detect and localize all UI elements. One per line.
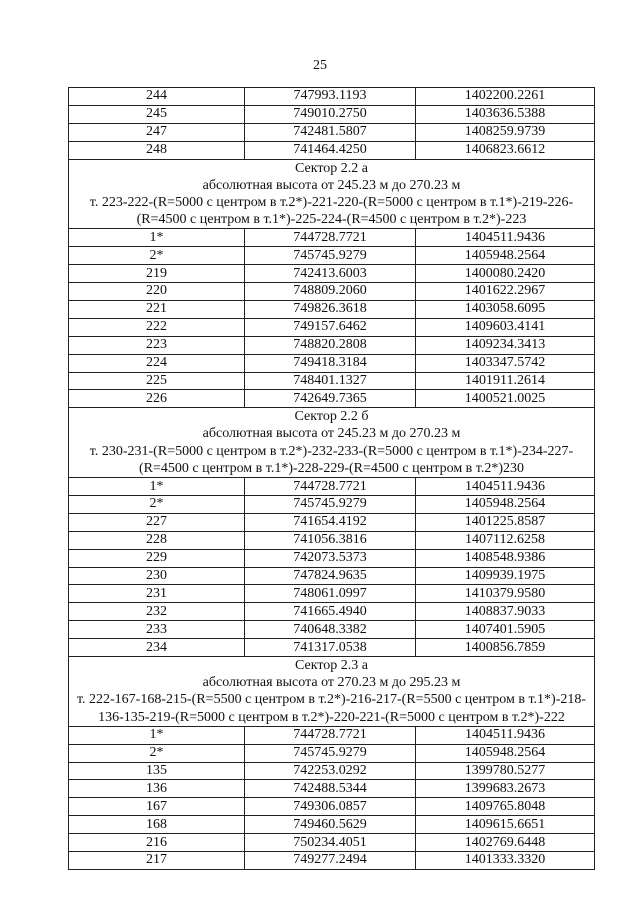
page-number: 25 (313, 58, 327, 73)
table-row (69, 726, 595, 744)
y-coordinate-cell: 1400856.7859 (416, 639, 595, 657)
point-number-cell: 245 (69, 105, 245, 123)
point-number-cell: 219 (69, 265, 245, 283)
y-coordinate-cell: 1402769.6448 (416, 834, 595, 852)
point-number-cell: 223 (69, 336, 245, 354)
table-row (69, 318, 595, 336)
x-coordinate-cell: 744728.7721 (245, 229, 416, 247)
x-coordinate-cell: 749460.5629 (245, 816, 416, 834)
x-coordinate-cell: 749277.2494 (245, 852, 416, 870)
point-number-cell: 1* (69, 726, 245, 744)
x-coordinate-cell: 741665.4940 (245, 603, 416, 621)
table-row (69, 852, 595, 870)
point-number-cell: 229 (69, 549, 245, 567)
x-coordinate-cell: 749010.2750 (245, 105, 416, 123)
point-number-cell: 217 (69, 852, 245, 870)
x-coordinate-cell: 745745.9279 (245, 495, 416, 513)
x-coordinate-cell: 742481.5807 (245, 123, 416, 141)
sector-alt: абсолютная высота от 245.23 м до 270.23 м (202, 426, 461, 442)
sector-title: Сектор 2.3 а (295, 658, 368, 673)
sector-header (69, 657, 595, 727)
table-row (69, 265, 595, 283)
x-coordinate-cell: 748401.1327 (245, 372, 416, 390)
y-coordinate-cell: 1409765.8048 (416, 798, 595, 816)
x-coordinate-cell: 740648.3382 (245, 621, 416, 639)
x-coordinate-cell: 742413.6003 (245, 265, 416, 283)
sector-header-row (69, 159, 595, 229)
point-number-cell: 225 (69, 372, 245, 390)
table-row (69, 390, 595, 408)
table-row (69, 105, 595, 123)
sector-header-row (69, 657, 595, 727)
y-coordinate-cell: 1409939.1975 (416, 567, 595, 585)
point-number-cell: 168 (69, 816, 245, 834)
y-coordinate-cell: 1408259.9739 (416, 123, 595, 141)
point-number-cell: 2* (69, 495, 245, 513)
x-coordinate-cell: 748820.2808 (245, 336, 416, 354)
table-row (69, 88, 595, 106)
y-coordinate-cell: 1404511.9436 (416, 478, 595, 496)
table-row (69, 372, 595, 390)
x-coordinate-cell: 745745.9279 (245, 247, 416, 265)
point-number-cell: 222 (69, 318, 245, 336)
table-row (69, 283, 595, 301)
y-coordinate-cell: 1409603.4141 (416, 318, 595, 336)
y-coordinate-cell: 1401333.3320 (416, 852, 595, 870)
table-row (69, 549, 595, 567)
x-coordinate-cell: 742649.7365 (245, 390, 416, 408)
point-number-cell: 224 (69, 354, 245, 372)
table-row (69, 141, 595, 159)
y-coordinate-cell: 1407401.5905 (416, 621, 595, 639)
y-coordinate-cell: 1410379.9580 (416, 585, 595, 603)
table-row (69, 639, 595, 657)
x-coordinate-cell: 749826.3618 (245, 300, 416, 318)
table-row (69, 336, 595, 354)
sector-alt: абсолютная высота от 245.23 м до 270.23 м (202, 177, 461, 193)
table-row (69, 300, 595, 318)
point-number-cell: 216 (69, 834, 245, 852)
table-row (69, 247, 595, 265)
x-coordinate-cell: 749157.6462 (245, 318, 416, 336)
y-coordinate-cell: 1401225.8587 (416, 513, 595, 531)
point-number-cell: 232 (69, 603, 245, 621)
x-coordinate-cell: 745745.9279 (245, 744, 416, 762)
table-row (69, 816, 595, 834)
sector-header (69, 159, 595, 229)
y-coordinate-cell: 1401622.2967 (416, 283, 595, 301)
y-coordinate-cell: 1405948.2564 (416, 744, 595, 762)
point-number-cell: 248 (69, 141, 245, 159)
point-number-cell: 1* (69, 229, 245, 247)
x-coordinate-cell: 748061.0997 (245, 585, 416, 603)
point-number-cell: 221 (69, 300, 245, 318)
point-number-cell: 230 (69, 567, 245, 585)
y-coordinate-cell: 1407112.6258 (416, 531, 595, 549)
table-row (69, 585, 595, 603)
table-row (69, 621, 595, 639)
x-coordinate-cell: 741654.4192 (245, 513, 416, 531)
table-row (69, 762, 595, 780)
y-coordinate-cell: 1399683.2673 (416, 780, 595, 798)
table-row (69, 603, 595, 621)
y-coordinate-cell: 1399780.5277 (416, 762, 595, 780)
y-coordinate-cell: 1405948.2564 (416, 495, 595, 513)
y-coordinate-cell: 1400521.0025 (416, 390, 595, 408)
sector-route: т. 223-222-(R=5000 с центром в т.2*)-221-220-(R=5000 с центром в т.1*)-219-226-(R=4500 с центром в т.1*)-225-224-(R=4500 с центром в т.2*)-223 (89, 194, 574, 228)
point-number-cell: 233 (69, 621, 245, 639)
x-coordinate-cell: 744728.7721 (245, 726, 416, 744)
point-number-cell: 228 (69, 531, 245, 549)
table-row (69, 834, 595, 852)
point-number-cell: 247 (69, 123, 245, 141)
point-number-cell: 234 (69, 639, 245, 657)
x-coordinate-cell: 744728.7721 (245, 478, 416, 496)
table-row (69, 744, 595, 762)
point-number-cell: 220 (69, 283, 245, 301)
y-coordinate-cell: 1404511.9436 (416, 726, 595, 744)
y-coordinate-cell: 1408837.9033 (416, 603, 595, 621)
x-coordinate-cell: 741317.0538 (245, 639, 416, 657)
sector-route: т. 222-167-168-215-(R=5500 с центром в т.2*)-216-217-(R=5500 с центром в т.1*)-218-136-135-219-(R=5000 с центром в т.2*)-220-221-(R=5000 с центром в т.2*)-222 (76, 692, 587, 725)
sector-alt: абсолютная высота от 270.23 м до 295.23 м (202, 675, 461, 691)
table-row (69, 531, 595, 549)
x-coordinate-cell: 747993.1193 (245, 88, 416, 106)
y-coordinate-cell: 1400080.2420 (416, 265, 595, 283)
table-row (69, 513, 595, 531)
table-row (69, 123, 595, 141)
point-number-cell: 2* (69, 744, 245, 762)
table-row (69, 495, 595, 513)
table-row (69, 780, 595, 798)
x-coordinate-cell: 749418.3184 (245, 354, 416, 372)
point-number-cell: 136 (69, 780, 245, 798)
y-coordinate-cell: 1403636.5388 (416, 105, 595, 123)
point-number-cell: 227 (69, 513, 245, 531)
sector-title: Сектор 2.2 б (294, 409, 369, 425)
sector-route: т. 230-231-(R=5000 с центром в т.2*)-232-233-(R=5000 с центром в т.1*)-234-227-(R=4500 с центром в т.1*)-228-229-(R=4500 с центром в т.2*)230 (89, 443, 574, 476)
table-row (69, 478, 595, 496)
coordinates-table (68, 87, 595, 870)
y-coordinate-cell: 1409615.6651 (416, 816, 595, 834)
x-coordinate-cell: 742253.0292 (245, 762, 416, 780)
y-coordinate-cell: 1408548.9386 (416, 549, 595, 567)
point-number-cell: 244 (69, 88, 245, 106)
y-coordinate-cell: 1402200.2261 (416, 88, 595, 106)
point-number-cell: 135 (69, 762, 245, 780)
y-coordinate-cell: 1409234.3413 (416, 336, 595, 354)
x-coordinate-cell: 749306.0857 (245, 798, 416, 816)
y-coordinate-cell: 1405948.2564 (416, 247, 595, 265)
x-coordinate-cell: 748809.2060 (245, 283, 416, 301)
x-coordinate-cell: 747824.9635 (245, 567, 416, 585)
x-coordinate-cell: 741464.4250 (245, 141, 416, 159)
point-number-cell: 231 (69, 585, 245, 603)
y-coordinate-cell: 1403347.5742 (416, 354, 595, 372)
point-number-cell: 226 (69, 390, 245, 408)
x-coordinate-cell: 750234.4051 (245, 834, 416, 852)
table-row (69, 354, 595, 372)
y-coordinate-cell: 1404511.9436 (416, 229, 595, 247)
x-coordinate-cell: 741056.3816 (245, 531, 416, 549)
x-coordinate-cell: 742488.5344 (245, 780, 416, 798)
sector-header-row (69, 408, 595, 478)
y-coordinate-cell: 1406823.6612 (416, 141, 595, 159)
sector-title: Сектор 2.2 а (295, 160, 368, 176)
point-number-cell: 167 (69, 798, 245, 816)
coordinates-table-body (69, 88, 595, 870)
x-coordinate-cell: 742073.5373 (245, 549, 416, 567)
y-coordinate-cell: 1403058.6095 (416, 300, 595, 318)
point-number-cell: 1* (69, 478, 245, 496)
y-coordinate-cell: 1401911.2614 (416, 372, 595, 390)
sector-header (69, 408, 595, 478)
table-row (69, 567, 595, 585)
table-row (69, 798, 595, 816)
point-number-cell: 2* (69, 247, 245, 265)
table-row (69, 229, 595, 247)
